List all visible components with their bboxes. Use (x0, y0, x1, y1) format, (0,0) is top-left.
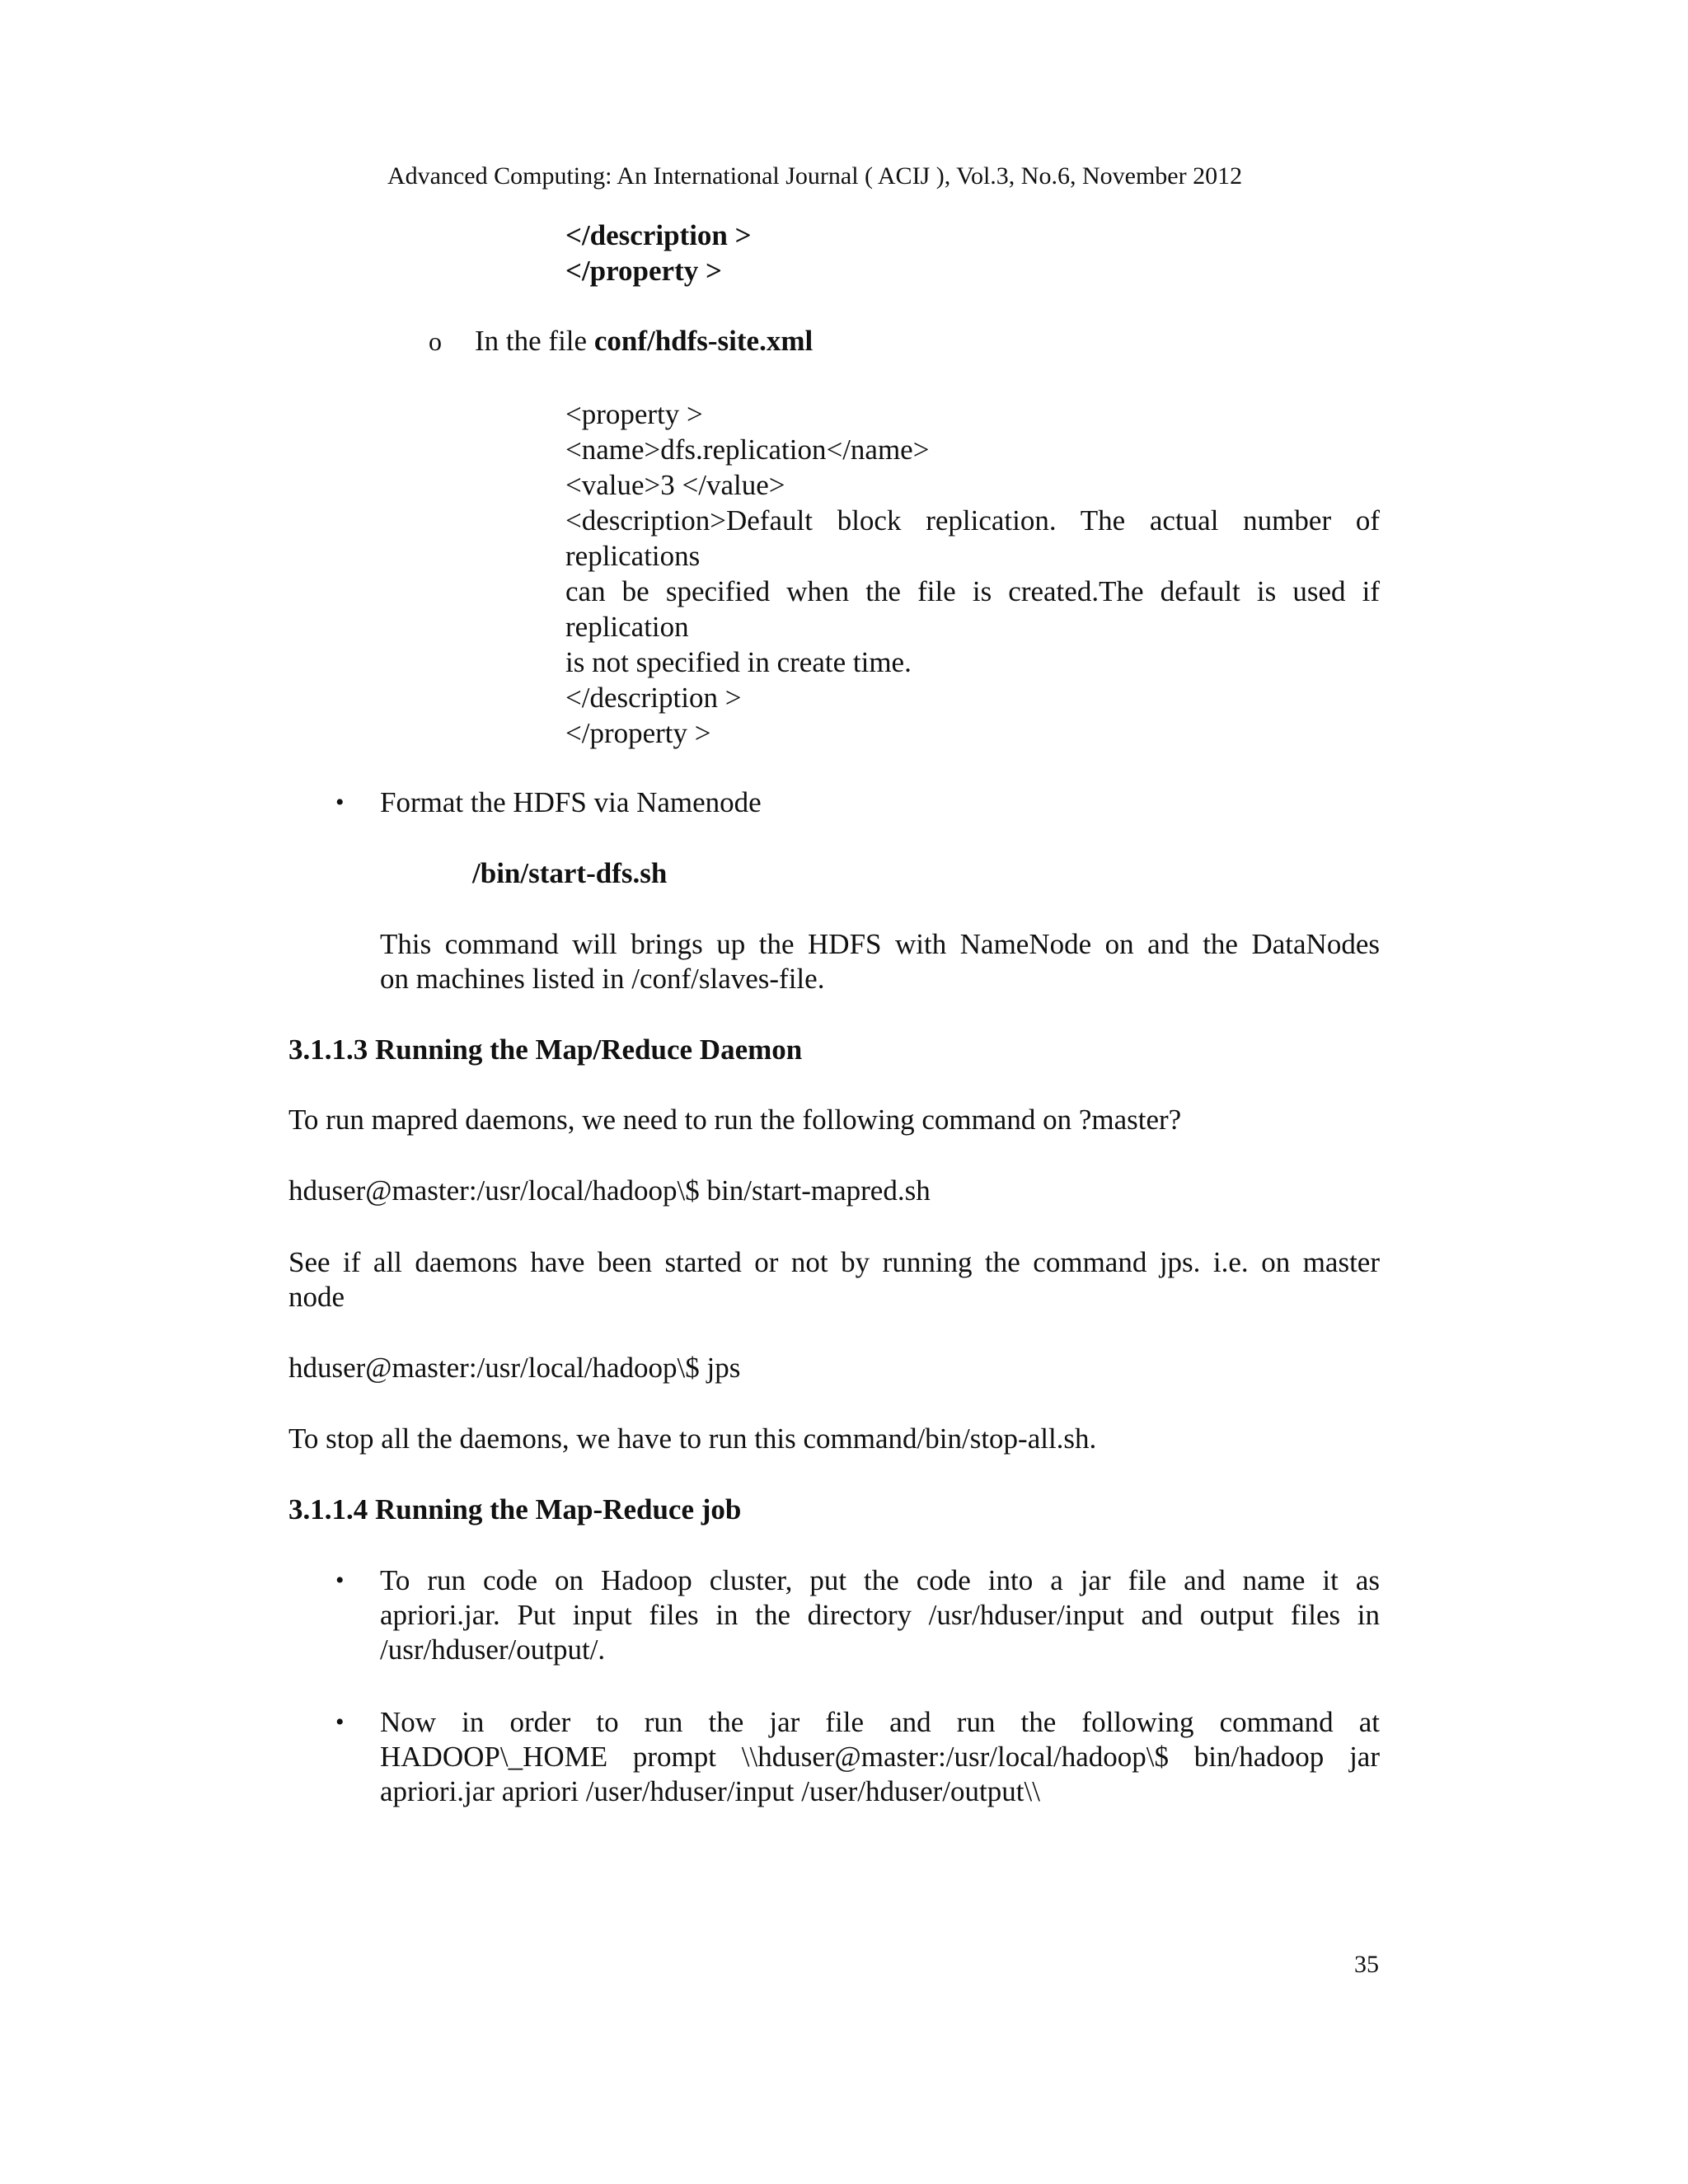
code-line: is not specified in create time. (565, 646, 912, 678)
code-description-close: </description > (565, 219, 752, 251)
start-dfs-command: /bin/start-dfs.sh (472, 857, 668, 889)
text-line: See if all daemons have been started or not by running the command jps. i.e. on master (288, 1246, 1380, 1278)
text-line: /usr/hduser/output/. (380, 1633, 606, 1666)
code-line: can be specified when the file is created.The default is used if (565, 575, 1380, 607)
format-hdfs-item: Format the HDFS via Namenode (380, 786, 762, 818)
hdfs-file-prefix: In the file (475, 325, 594, 357)
code-line: <value>3 </value> (565, 469, 785, 501)
text-line: apriori.jar apriori /user/hduser/input /user/hduser/output\\ (380, 1775, 1040, 1807)
run-jar-bullet-text (380, 1705, 1380, 1809)
code-line: </description > (565, 682, 742, 714)
bullet-marker: • (335, 1567, 345, 1594)
code-line: </property > (565, 717, 711, 749)
text-line: apriori.jar. Put input files in the directory /usr/hduser/input and output files in (380, 1599, 1380, 1631)
hdfs-file-item (475, 325, 813, 358)
code-line: <description>Default block replication. The actual number of (565, 504, 1380, 537)
text-line: Now in order to run the jar file and run the following command at (380, 1706, 1380, 1738)
code-line: <name>dfs.replication</name> (565, 434, 930, 466)
text-line: To run code on Hadoop cluster, put the code into a jar file and name it as (380, 1564, 1380, 1596)
hdfs-property-code (565, 396, 1380, 751)
page-number: 35 (1354, 1951, 1379, 1978)
text-line: node (288, 1281, 345, 1313)
stop-all-paragraph: To stop all the daemons, we have to run this command/bin/stop-all.sh. (288, 1422, 1097, 1455)
code-line: replications (565, 540, 701, 572)
start-mapred-command: hduser@master:/usr/local/hadoop\$ bin/start-mapred.sh (288, 1174, 931, 1207)
start-dfs-description (380, 927, 1380, 996)
sub-bullet-marker: o (429, 326, 442, 356)
section-heading-3113: 3.1.1.3 Running the Map/Reduce Daemon (288, 1033, 803, 1066)
code-line: replication (565, 611, 689, 643)
section-heading-3114: 3.1.1.4 Running the Map-Reduce job (288, 1493, 742, 1526)
hdfs-file-name: conf/hdfs-site.xml (593, 325, 814, 357)
code-line: <property > (565, 398, 703, 430)
jps-paragraph (288, 1245, 1380, 1315)
bullet-marker: • (335, 789, 345, 816)
jps-command: hduser@master:/usr/local/hadoop\$ jps (288, 1352, 741, 1384)
mapred-paragraph: To run mapred daemons, we need to run the following command on ?master? (288, 1104, 1182, 1136)
text-line: HADOOP\_HOME prompt \\hduser@master:/usr/local/hadoop\$ bin/hadoop jar (380, 1741, 1380, 1773)
running-header: Advanced Computing: An International Journal ( ACIJ ), Vol.3, No.6, November 2012 (387, 162, 1243, 190)
code-property-close: </property > (565, 255, 722, 287)
text-line: This command will brings up the HDFS with NameNode on and the DataNodes (380, 928, 1380, 960)
text-line: on machines listed in /conf/slaves-file. (380, 963, 825, 995)
jar-bullet-text (380, 1563, 1380, 1667)
bullet-marker: • (335, 1708, 345, 1736)
